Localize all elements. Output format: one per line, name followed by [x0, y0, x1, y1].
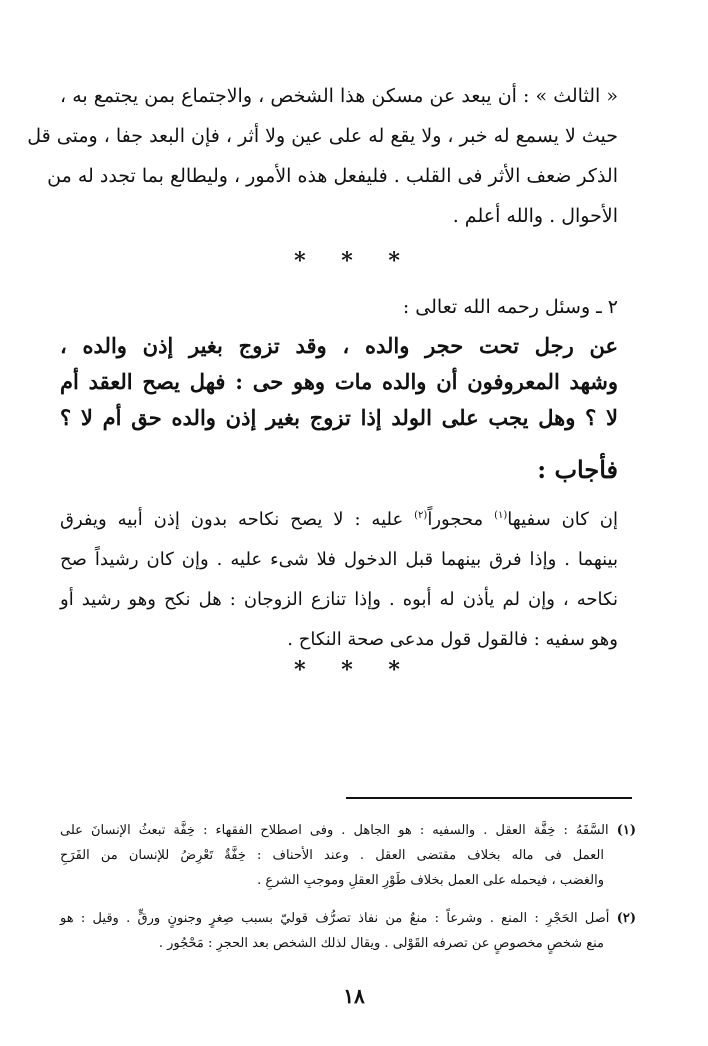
paragraph-1-line: الذكر ضعف الأثر فى القلب . فليفعل هذه الأمور ، وليطالع بما تجدد له من — [47, 165, 618, 187]
answer-text: إن كان سفيها — [507, 509, 618, 530]
page-number: ١٨ — [343, 984, 365, 1008]
footnote-line — [60, 906, 636, 931]
answer-paragraph — [60, 496, 618, 660]
paragraph-1-line: حيث لا يسمع له خبر ، ولا يقع له على عين ولا أثر ، فإن البعد جفا ، ومتى قل — [27, 125, 618, 147]
footnote-number: (٢) — [616, 911, 636, 926]
question-line: عن رجل تحت حجر والده ، وقد تزوج بغير إذن والده ، — [60, 333, 618, 358]
footnote-text: أصل الحَجْرِ : المنع . وشرعاً : منعٌ من نفاذ تصرُّف قوليّ بسبب صِغرٍ وجنونٍ ورقٍّ . وقيل : هو — [60, 911, 610, 926]
footnote-divider — [346, 797, 632, 799]
question-text — [60, 328, 618, 436]
answer-line: نكاحه ، وإن لم يأذن له أبوه . وإذا تنازع الزوجان : هل نكح وهو رشيد أو — [60, 589, 618, 610]
footnote-2 — [60, 906, 636, 956]
footnote-line: منع شخصٍ مخصوصٍ عن تصرفه القَوْلى . ويقال لذلك الشخص بعد الحجرِ : مَحْجُور . — [158, 936, 604, 951]
question-line: وشهد المعروفون أن والده مات وهو حى : فهل يصح العقد أم — [60, 369, 618, 394]
footnote-ref-2: (٢) — [414, 510, 428, 521]
footnote-number: (١) — [616, 823, 637, 838]
answer-line: وهو سفيه : فالقول قول مدعى صحة النكاح . — [287, 629, 618, 650]
footnote-line: العمل فى ماله بخلاف مقتضى العقل . وعند الأحناف : خِفَّةٌ تَعْرِضُ للإنسان من الفَرَحِ — [60, 848, 604, 863]
answer-line — [60, 496, 618, 540]
question-intro: ٢ ـ وسئل رحمه الله تعالى : — [402, 296, 618, 318]
answer-line: بينهما . وإذا فرق بينهما قبل الدخول فلا شىء عليه . وإن كان رشيداً صح — [60, 549, 618, 570]
footnote-1 — [60, 818, 636, 893]
footnote-line — [60, 818, 636, 843]
section-separator: * * * — [294, 248, 414, 274]
paragraph-1-line: الأحوال . والله أعلم . — [452, 205, 618, 227]
paragraph-1 — [27, 76, 618, 236]
answer-heading: فأجاب : — [537, 455, 618, 484]
answer-text: محجوراً — [427, 509, 495, 530]
footnote-ref-1: (١) — [494, 510, 508, 521]
question-line: لا ؟ وهل يجب على الولد إذا تزوج بغير إذن والده حق أم لا ؟ — [60, 405, 618, 430]
section-separator: * * * — [294, 657, 414, 683]
footnote-line: والغضب ، فيحمله على العمل بخلاف طَوْرِ العقلِ وموجبِ الشرعِ . — [257, 873, 604, 888]
footnote-text: السَّفَهُ : خِفَّة العقل . والسفيه : هو الجاهل . وفى اصطلاح الفقهاء : خِفَّة تبعثُ الإنسانَ على — [60, 823, 609, 838]
answer-text: عليه : لا يصح نكاحه بدون إذن أبيه ويفرق — [60, 509, 415, 530]
paragraph-1-line: « الثالث » : أن يبعد عن مسكن هذا الشخص ، والاجتماع بمن يجتمع به ، — [60, 85, 618, 107]
